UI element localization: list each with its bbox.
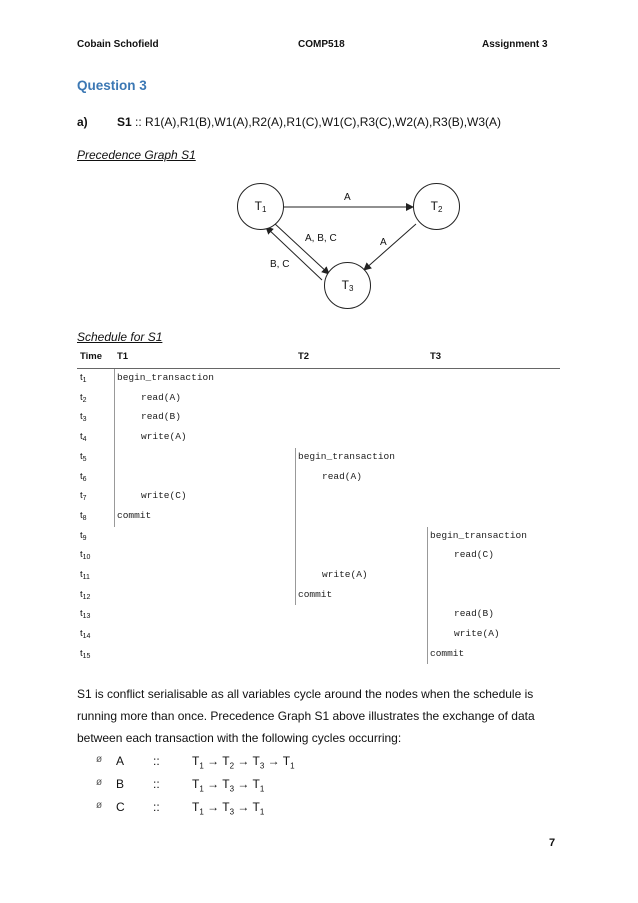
cycle-variable: A [116,754,125,768]
node-t2: $T_2$ [413,183,460,230]
cycle-separator: :: [153,754,160,768]
header-author: Cobain Schofield [77,39,159,50]
schedule-name: S1 [117,115,132,129]
time-cell: $t_5$ [80,450,87,463]
operation-cell: commit [430,647,465,659]
cycle-path: $T_1 \to T_2 \to T_3 \to T_1$ [192,754,295,771]
operation-cell: read(A) [141,391,181,403]
schedule-separator: :: [131,115,146,129]
time-cell: $t_{10}$ [80,549,91,562]
node-t3: $T_3$ [324,262,371,309]
cycle-path: $T_1 \to T_3 \to T_1$ [192,777,265,794]
bullet-icon: ø [96,800,103,811]
time-cell: $t_4$ [80,431,87,444]
bullet-icon: ø [96,754,103,765]
header-assignment: Assignment 3 [482,39,548,50]
time-cell: $t_{11}$ [80,569,90,581]
operation-cell: write(A) [322,569,368,580]
bullet-icon: ø [96,777,103,788]
operation-cell: commit [117,509,152,521]
edge-label-t2-t3: A [380,237,387,248]
operation-cell: begin_transaction [117,372,214,383]
operation-cell: read(A) [322,470,362,482]
cycle-path: $T_1 \to T_3 \to T_1$ [192,800,265,817]
col-t1: T1 [117,351,129,362]
operation-cell: write(C) [141,490,187,502]
time-cell: $t_{12}$ [80,588,91,601]
col-time: Time [80,351,103,362]
operation-cell: begin_transaction [298,450,395,462]
node-t1: $T_1$ [237,183,284,230]
transaction-bar-t2 [295,448,296,606]
edge-t2-t3 [364,224,416,270]
page-number: 7 [549,837,556,849]
transaction-bar-t1 [114,369,115,527]
header-course: COMP518 [298,39,345,50]
question-title: Question 3 [77,78,147,93]
edge-label-t1-t3: A, B, C [305,233,337,244]
cycle-separator: :: [153,800,160,814]
time-cell: $t_{15}$ [80,647,91,660]
part-label: a) [77,115,88,129]
operation-cell: read(B) [454,608,494,620]
time-cell: $t_8$ [80,509,87,522]
cycle-variable: C [116,800,125,814]
cycle-variable: B [116,777,125,791]
time-cell: $t_2$ [80,391,87,404]
time-cell: $t_{13}$ [80,608,91,621]
transaction-bar-t3 [427,527,428,665]
operation-cell: commit [298,588,333,600]
time-cell: $t_3$ [80,411,87,424]
cycle-separator: :: [153,777,160,791]
time-cell: $t_9$ [80,529,87,542]
schedule-ops: R1(A),R1(B),W1(A),R2(A),R1(C),W1(C),R3(C),W2(A),R3(B),W3(A) [145,115,502,129]
col-t2: T2 [298,351,310,362]
time-cell: $t_7$ [80,490,87,503]
edge-label-t1-t2: A [344,192,351,203]
operation-cell: write(A) [454,628,500,640]
graph-heading: Precedence Graph S1 [77,148,196,162]
operation-cell: read(C) [454,549,494,561]
time-cell: $t_{14}$ [80,628,91,641]
operation-cell: begin_transaction [430,529,527,541]
edge-label-t3-t1: B, C [270,259,290,270]
operation-cell: read(B) [141,411,181,423]
conclusion-paragraph: S1 is conflict serialisable as all variables cycle around the nodes when the schedule is running more than once. Precedence Graph S1 above illustrates the exchange of data between each transaction with the following cycles occurring: [77,687,535,745]
table-header-rule [77,368,560,369]
col-t3: T3 [430,351,442,362]
time-cell: $t_6$ [80,470,87,483]
operation-cell: write(A) [141,431,187,443]
time-cell: $t_1$ [80,372,87,384]
schedule-heading: Schedule for S1 [77,330,163,344]
